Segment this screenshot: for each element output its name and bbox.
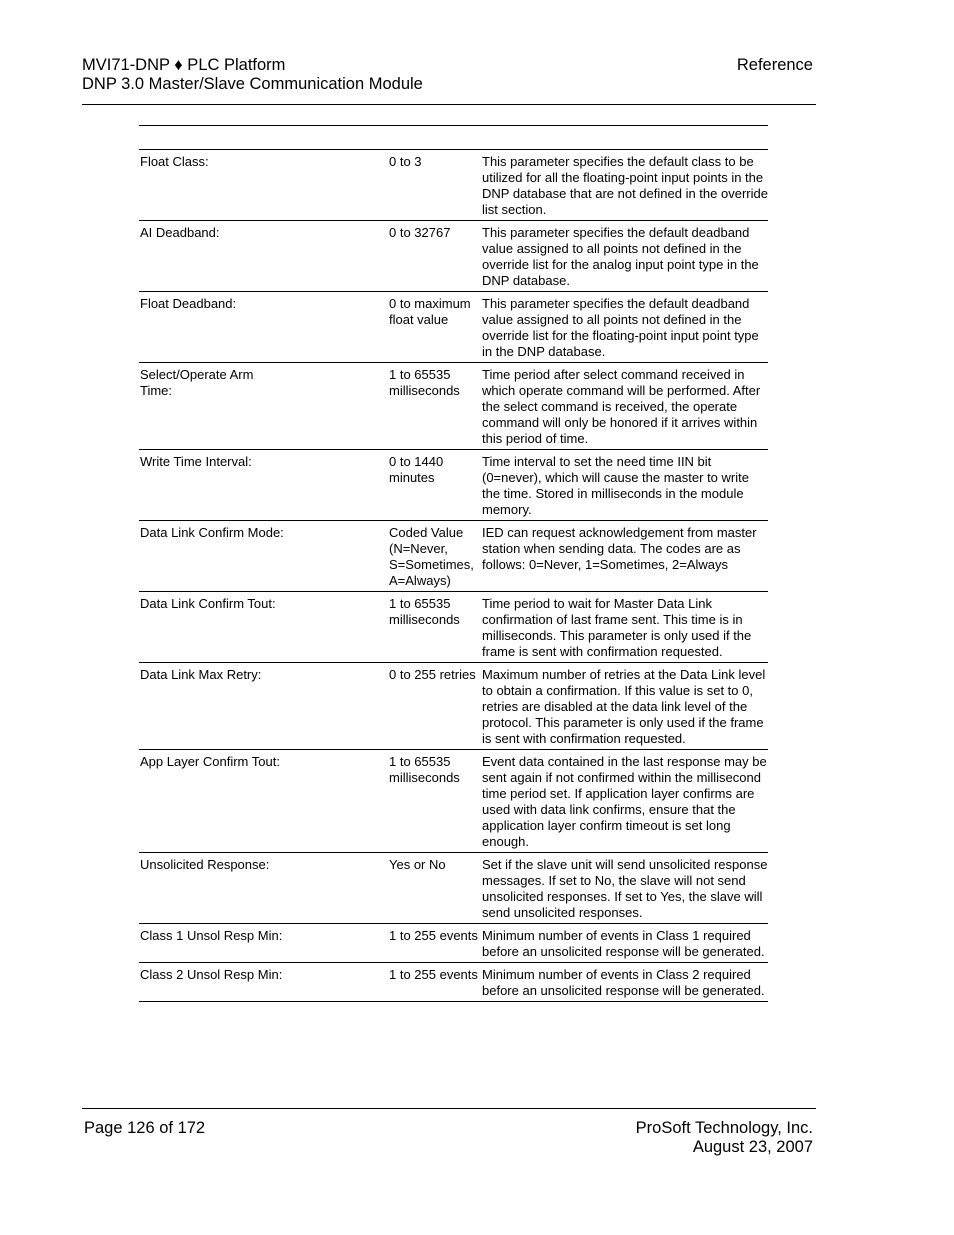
parameter-name: Write Time Interval: [140,454,252,469]
table-row [139,662,768,749]
table-row [139,449,768,520]
parameter-range: 0 to 3 [389,154,422,169]
parameter-description: This parameter specifies the default class to be utilized for all the floating-point input points in the DNP database that are not defined in the override list section. [482,154,768,217]
parameter-name: Class 1 Unsol Resp Min: [140,928,283,943]
parameter-description: Time period after select command received in which operate command will be performed. After the select command is received, the operate command will only be honored if it arrives within this period of time. [482,367,761,446]
parameter-range: 0 to maximum float value [389,296,471,327]
parameter-range: Coded Value (N=Never, S=Sometimes, A=Always) [389,525,474,588]
footer-publisher [636,1119,813,1157]
table-row [139,291,768,362]
table-row [139,923,768,962]
table-top-rule [139,125,768,149]
parameter-name: Float Deadband: [140,296,237,311]
parameter-name: Class 2 Unsol Resp Min: [140,967,283,982]
module-name: DNP 3.0 Master/Slave Communication Module [82,75,423,93]
parameter-name: App Layer Confirm Tout: [140,754,280,769]
parameter-description: Time interval to set the need time IIN bit (0=never), which will cause the master to write the time. Stored in milliseconds in the module memory. [482,454,749,517]
parameter-name: AI Deadband: [140,225,220,240]
parameter-name: Unsolicited Response: [140,857,270,872]
footer-divider [82,1108,816,1109]
parameter-name: Float Class: [140,154,209,169]
parameter-description: Maximum number of retries at the Data Link level to obtain a confirmation. If this value is set to 0, retries are disabled at the data link level of the protocol. This parameter is only used if the frame is sent with confirmation requested. [482,667,766,746]
page-number: Page 126 of 172 [84,1119,206,1137]
parameter-range: 1 to 65535 milliseconds [389,754,460,785]
table-row [139,362,768,449]
table-row [139,220,768,291]
section-name: Reference [736,56,813,74]
parameter-name: Select/Operate Arm Time: [140,367,254,398]
parameter-range: 0 to 1440 minutes [389,454,444,485]
parameter-name: Data Link Confirm Mode: [140,525,284,540]
parameter-description: Minimum number of events in Class 1 required before an unsolicited response will be generated. [482,928,765,959]
parameter-range: 0 to 32767 [389,225,451,240]
parameter-description: IED can request acknowledgement from master station when sending data. The codes are as follows: 0=Never, 1=Sometimes, 2=Always [482,525,757,572]
document-header-title [82,56,423,94]
product-line: MVI71-DNP ♦ PLC Platform [82,56,286,74]
table-row [139,520,768,591]
publication-date: August 23, 2007 [692,1138,813,1156]
parameter-description: Time period to wait for Master Data Link confirmation of last frame sent. This time is in milliseconds. This parameter is only used if the frame is sent with confirmation requested. [482,596,752,659]
company-name: ProSoft Technology, Inc. [635,1119,813,1137]
parameter-description: Event data contained in the last response may be sent again if not confirmed within the millisecond time period set. If application layer confirms are used with data link confirms, ensure that the application layer confirm timeout is set long enough. [482,754,767,849]
parameter-description: This parameter specifies the default deadband value assigned to all points not defined in the override list for the analog input point type in the DNP database. [482,225,759,288]
parameter-range: 1 to 65535 milliseconds [389,367,460,398]
table-row [139,149,768,220]
parameter-description: Minimum number of events in Class 2 required before an unsolicited response will be generated. [482,967,765,998]
table-row [139,962,768,1002]
parameter-range: 1 to 255 events [389,967,478,982]
parameter-table [139,125,768,1002]
parameter-range: 1 to 255 events [389,928,478,943]
table-row [139,852,768,923]
parameter-name: Data Link Max Retry: [140,667,262,682]
parameter-range: 0 to 255 retries [389,667,476,682]
header-divider [82,104,816,105]
parameter-description: This parameter specifies the default deadband value assigned to all points not defined in the override list for the floating-point input point type in the DNP database. [482,296,759,359]
parameter-name: Data Link Confirm Tout: [140,596,276,611]
parameter-range: Yes or No [389,857,446,872]
table-row [139,749,768,852]
parameter-range: 1 to 65535 milliseconds [389,596,460,627]
table-row [139,591,768,662]
parameter-description: Set if the slave unit will send unsolicited response messages. If set to No, the slave will not send unsolicited responses. If set to Yes, the slave will send unsolicited responses. [482,857,768,920]
